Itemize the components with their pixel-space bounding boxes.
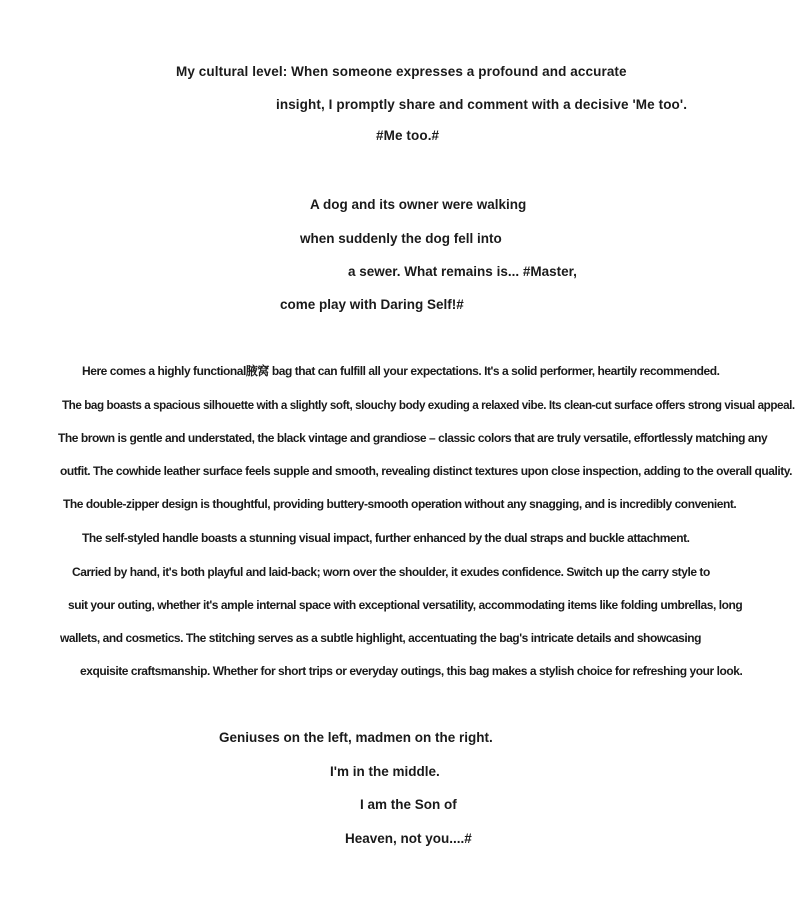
product-desc-line: The self-styled handle boasts a stunning visual impact, further enhanced by the dual straps and buckle attachment. [82, 531, 690, 545]
section1-line1: My cultural level: When someone expresses a profound and accurate [176, 64, 627, 79]
section4-line2: I'm in the middle. [330, 764, 440, 779]
product-desc-line: wallets, and cosmetics. The stitching serves as a subtle highlight, accentuating the bag's intricate details and showcasing [60, 631, 702, 645]
section1-line2: insight, I promptly share and comment with a decisive 'Me too'. [276, 97, 688, 112]
section2-line3: a sewer. What remains is... #Master, [348, 264, 577, 279]
section4-line1: Geniuses on the left, madmen on the right. [219, 730, 493, 745]
product-desc-line: outfit. The cowhide leather surface feels supple and smooth, revealing distinct textures upon close inspection, adding to the overall quality. [60, 464, 793, 478]
section2-line1: A dog and its owner were walking [310, 197, 527, 212]
product-desc-line: The brown is gentle and understated, the black vintage and grandiose – classic colors that are truly versatile, effortlessly matching any [58, 431, 768, 445]
section4-line4: Heaven, not you....# [345, 831, 472, 846]
section2-line4: come play with Daring Self!# [280, 297, 464, 312]
product-desc-line: The double-zipper design is thoughtful, providing buttery-smooth operation without any snagging, and is incredibly convenient. [63, 497, 737, 511]
product-desc-line: suit your outing, whether it's ample internal space with exceptional versatility, accommodating items like folding umbrellas, long [68, 598, 743, 612]
product-desc-line: exquisite craftsmanship. Whether for short trips or everyday outings, this bag makes a stylish choice for refreshing your look. [80, 664, 743, 678]
section4-line3: I am the Son of [360, 797, 457, 812]
section2-line2: when suddenly the dog fell into [300, 231, 502, 246]
hashtag-me-too: #Me too.# [376, 128, 440, 143]
product-desc-line: The bag boasts a spacious silhouette with a slightly soft, slouchy body exuding a relaxed vibe. Its clean-cut surface offers strong visual appeal. [62, 398, 795, 412]
product-desc-line: Carried by hand, it's both playful and laid-back; worn over the shoulder, it exudes confidence. Switch up the carry style to [72, 565, 710, 579]
product-desc-line: Here comes a highly functional腋窝 bag that can fulfill all your expectations. It's a solid performer, heartily recommended. [82, 364, 720, 378]
